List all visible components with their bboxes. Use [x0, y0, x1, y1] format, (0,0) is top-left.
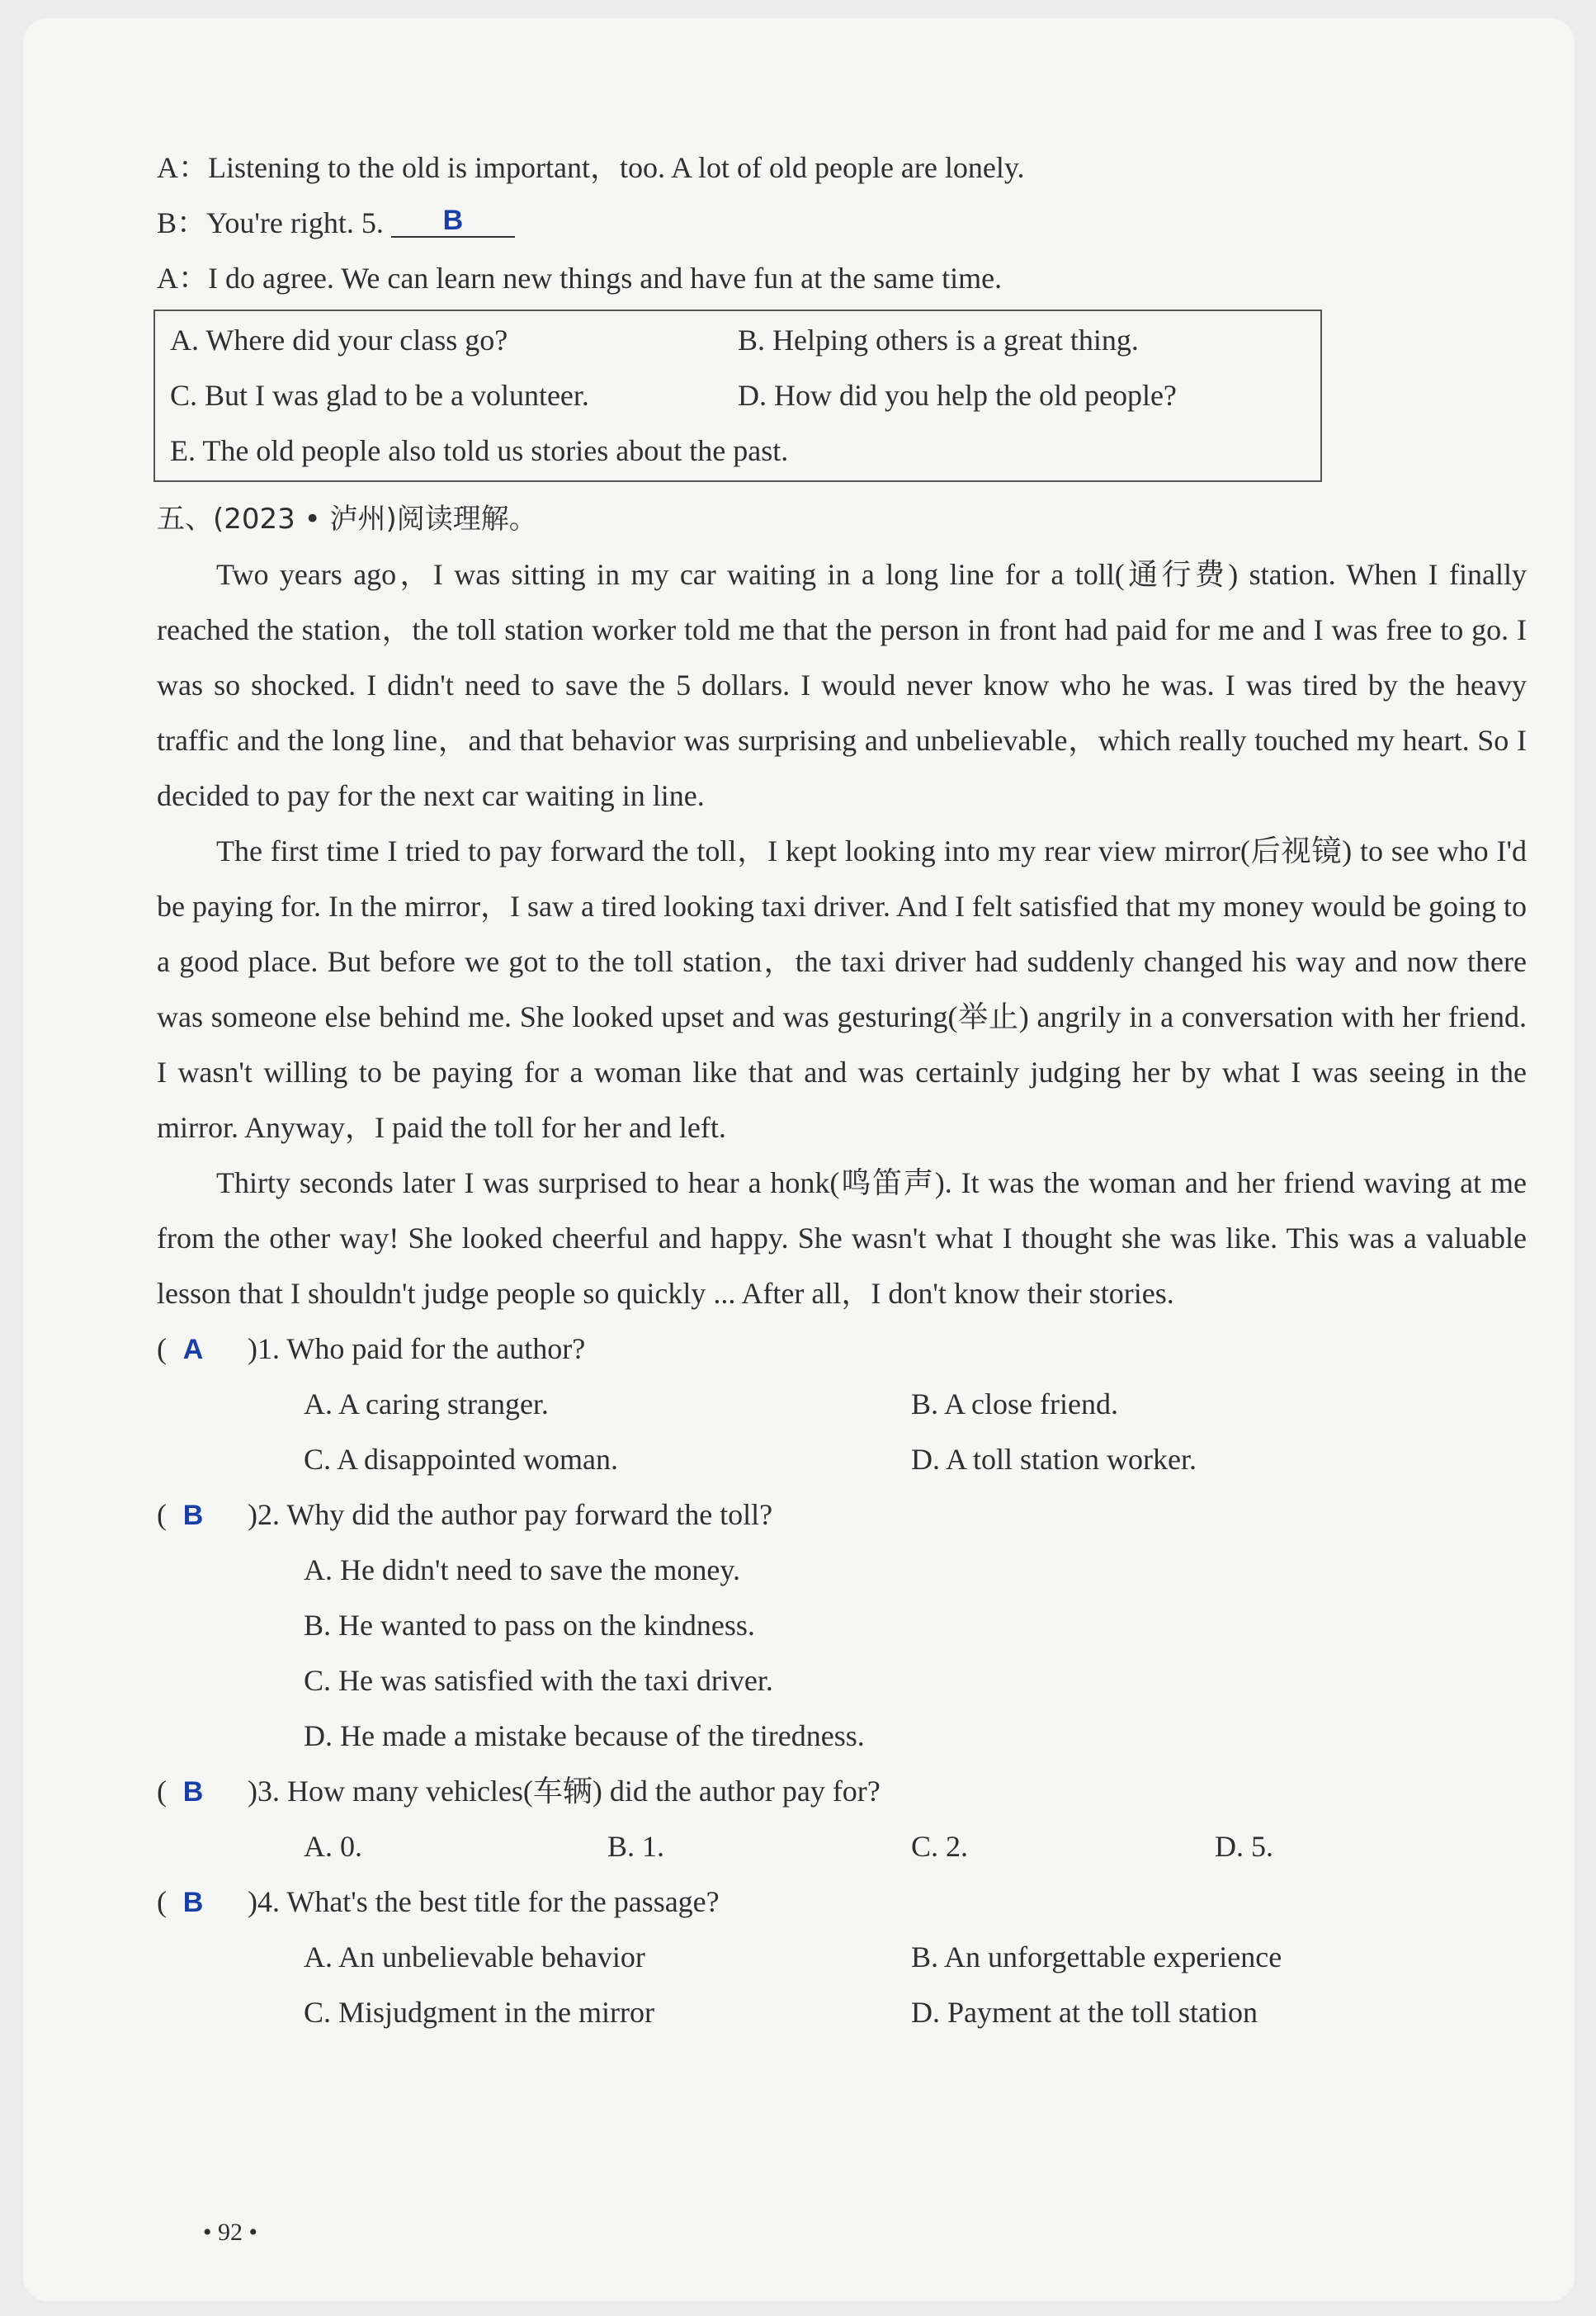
question-1: [157, 1321, 1527, 1377]
box-option: B. Helping others is a great thing.: [738, 324, 1139, 357]
option[interactable]: B. A close friend.: [911, 1387, 1118, 1420]
question-4: [157, 1874, 1527, 1930]
box-option: E. The old people also told us stories about the past.: [170, 434, 789, 467]
speaker: B：: [157, 206, 207, 239]
passage-paragraph: Thirty seconds later I was surprised to hear a honk(鸣笛声). It was the woman and her friend waving at me from the other way! She looked cheerful and happy. She wasn't what I thought she was like. This was a valuable lesson that I shouldn't judge people so quickly ... After all，I don't know their stories.: [157, 1166, 1527, 1310]
option[interactable]: D. A toll station worker.: [911, 1443, 1197, 1476]
answer-blank[interactable]: [391, 203, 515, 238]
answer-paren[interactable]: ( B: [157, 1874, 248, 1931]
option[interactable]: D. He made a mistake because of the tiredness.: [304, 1719, 865, 1752]
answer-paren[interactable]: ( B: [157, 1487, 248, 1543]
dialogue-text: I do agree. We can learn new things and have fun at the same time.: [208, 262, 1003, 295]
question-stem: )4. What's the best title for the passage?: [248, 1885, 720, 1918]
speaker: A：: [157, 151, 208, 184]
answer-mark: A: [182, 1334, 204, 1365]
page-number: • 92 •: [203, 2219, 258, 2246]
page: [23, 18, 1575, 2301]
question-stem: )3. How many vehicles(车辆) did the author pay for?: [248, 1775, 881, 1808]
dialogue-line: [157, 251, 1527, 306]
option[interactable]: B. 1.: [607, 1830, 665, 1863]
option[interactable]: C. 2.: [911, 1830, 969, 1863]
option[interactable]: D. Payment at the toll station: [911, 1996, 1258, 2029]
blank-answer: B: [442, 205, 464, 236]
answer-paren[interactable]: ( B: [157, 1764, 248, 1820]
dialogue-text: You're right. 5.: [206, 206, 384, 239]
question-2: [157, 1487, 1527, 1543]
dialogue-text: Listening to the old is important，too. A lot of old people are lonely.: [208, 151, 1025, 184]
answer-mark: B: [182, 1500, 204, 1531]
dialogue-line: [157, 196, 1527, 251]
option[interactable]: B. An unforgettable experience: [911, 1940, 1282, 1973]
question-stem: )1. Who paid for the author?: [248, 1332, 586, 1365]
box-option: C. But I was glad to be a volunteer.: [170, 379, 589, 412]
option[interactable]: A. 0.: [304, 1830, 362, 1863]
question-3-options: [304, 1819, 1527, 1874]
section-title: 五、(2023 • 泸州)阅读理解。: [157, 503, 537, 536]
option[interactable]: A. A caring stranger.: [304, 1387, 549, 1420]
question-4-options: [304, 1930, 1527, 2040]
speaker: A：: [157, 262, 208, 295]
passage-paragraph: The first time I tried to pay forward the toll，I kept looking into my rear view mirror(后视镜) to see who I'd be paying for. In the mirror，I saw a tired looking taxi driver. And I felt satisfied that my money would be going to a good place. But before we got to the toll station，the taxi driver had suddenly changed his way and now there was someone else behind me. She looked upset and was gesturing(举止) angrily in a conversation with her friend. I wasn't willing to be paying for a woman like that and was certainly judging her by what I was seeing in the mirror. Anyway，I paid the toll for her and left.: [157, 834, 1527, 1144]
box-option: A. Where did your class go?: [170, 324, 508, 357]
options-box: [153, 310, 1322, 482]
dialogue-line: [157, 140, 1527, 196]
option[interactable]: B. He wanted to pass on the kindness.: [304, 1609, 755, 1642]
box-option: D. How did you help the old people?: [738, 379, 1177, 412]
question-1-options: [304, 1377, 1527, 1487]
answer-paren[interactable]: ( A: [157, 1321, 248, 1378]
option[interactable]: C. Misjudgment in the mirror: [304, 1996, 654, 2029]
question-2-options: [304, 1543, 1527, 1764]
question-stem: )2. Why did the author pay forward the toll?: [248, 1498, 773, 1531]
passage-paragraph: Two years ago，I was sitting in my car waiting in a long line for a toll(通行费) station. When I finally reached the station，the toll station worker told me that the person in front had paid for me and I was free to go. I was so shocked. I didn't need to save the 5 dollars. I would never know who he was. I was tired by the heavy traffic and the long line，and that behavior was surprising and unbelievable，which really touched my heart. So I decided to pay for the next car waiting in line.: [157, 558, 1527, 812]
answer-mark: B: [182, 1776, 204, 1808]
option[interactable]: C. He was satisfied with the taxi driver.: [304, 1664, 773, 1697]
content: [157, 140, 1527, 2040]
question-3: [157, 1764, 1527, 1819]
option[interactable]: A. He didn't need to save the money.: [304, 1553, 741, 1586]
option[interactable]: D. 5.: [1215, 1830, 1273, 1863]
answer-mark: B: [182, 1887, 204, 1918]
passage: [157, 547, 1527, 1321]
option[interactable]: C. A disappointed woman.: [304, 1443, 618, 1476]
option[interactable]: A. An unbelievable behavior: [304, 1940, 645, 1973]
